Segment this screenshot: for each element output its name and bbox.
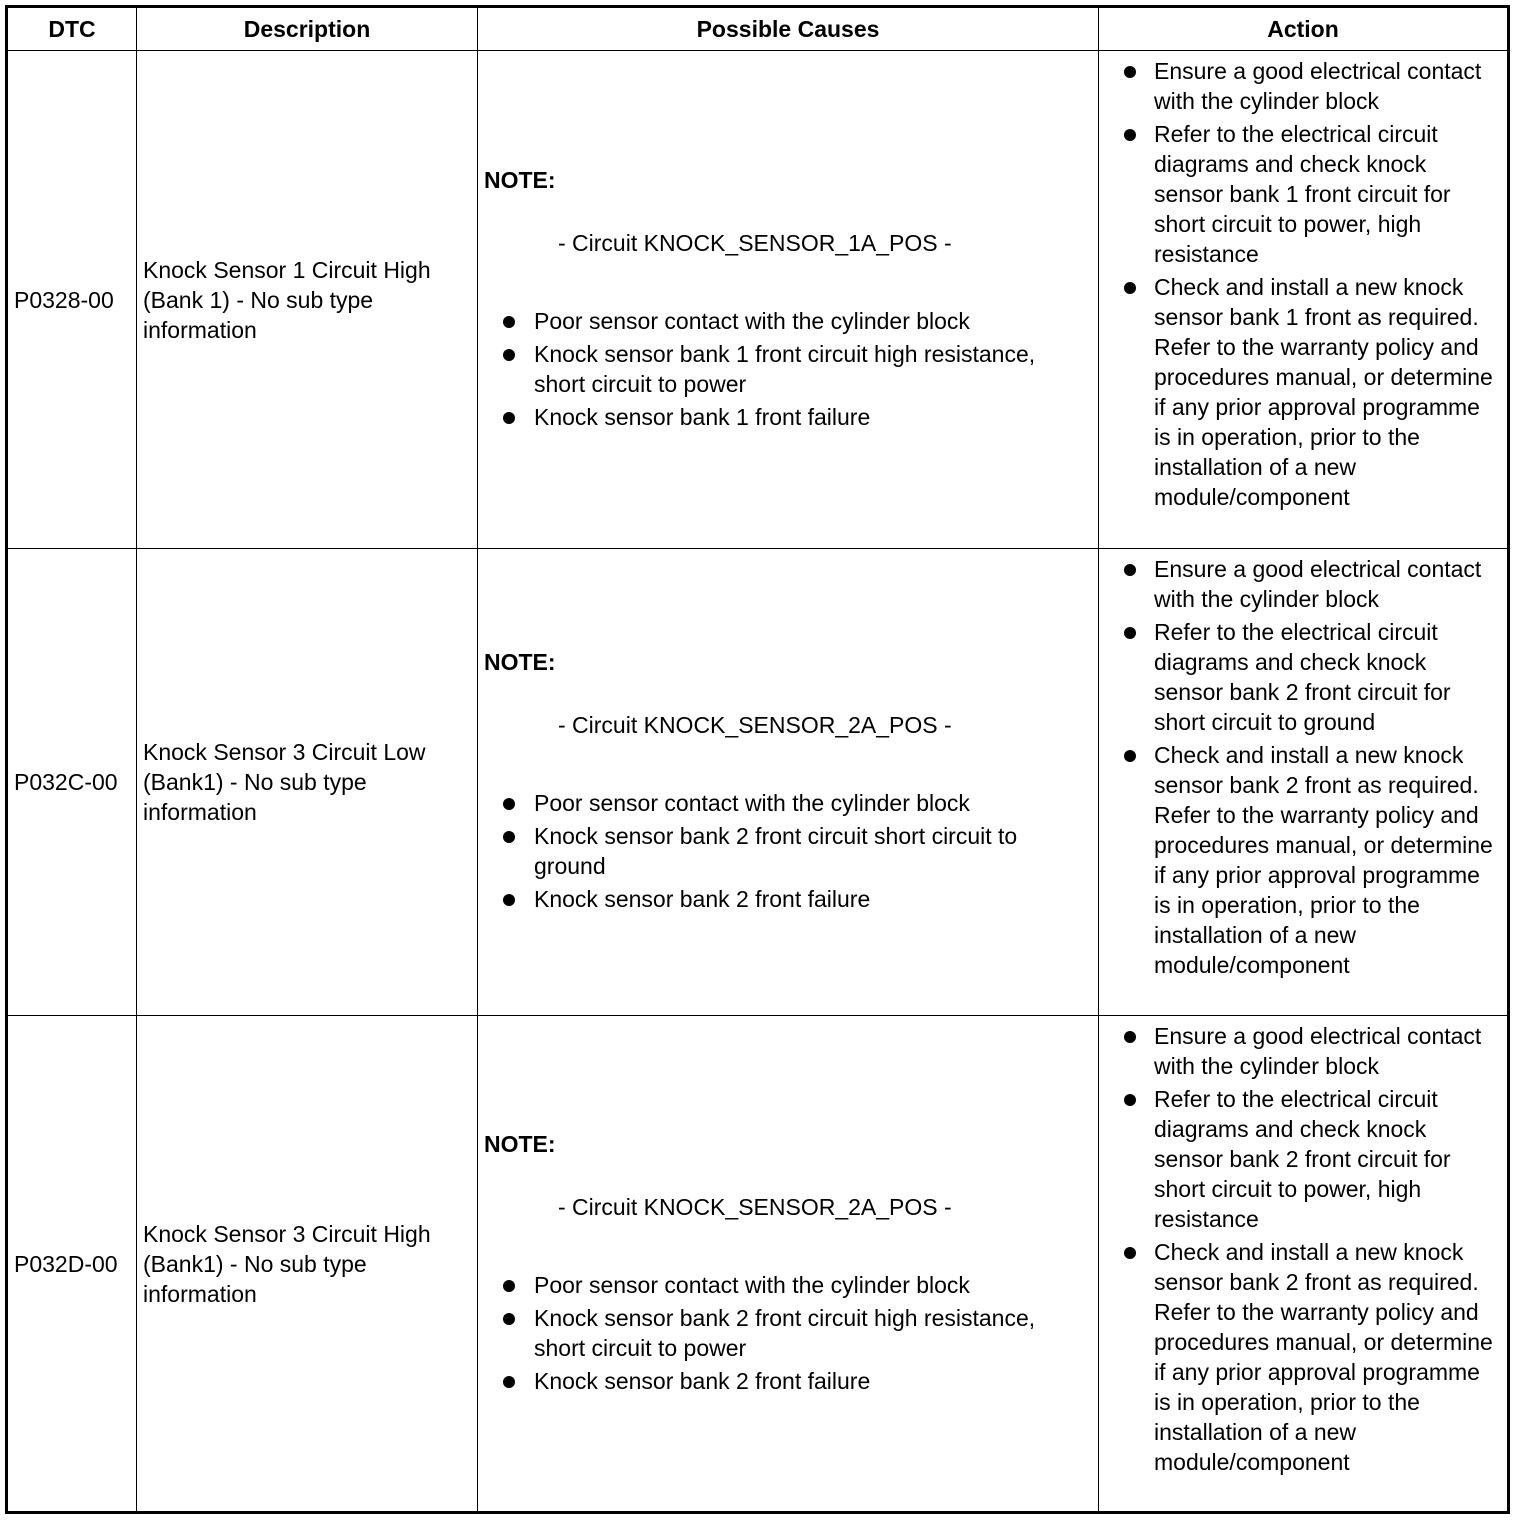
action-text: Check and install a new knock sensor bank 2 front as required. Refer to the warranty policy and procedures manual, or determine if any prior approval programme is in operation, prior to the installation of a new module/component (1154, 742, 1493, 978)
dtc-table (5, 5, 1510, 1514)
dtc-code: P0328-00 (7, 51, 137, 549)
list-item (1099, 272, 1501, 512)
bullet-icon (1124, 564, 1136, 576)
action-cell (1099, 51, 1509, 549)
circuit-name: - Circuit KNOCK_SENSOR_2A_POS - (558, 712, 952, 738)
action-text: Refer to the electrical circuit diagrams and check knock sensor bank 2 front circuit for short circuit to power, high resistance (1154, 1086, 1451, 1232)
table-row (7, 549, 1509, 1016)
cause-text: Poor sensor contact with the cylinder block (534, 307, 970, 334)
bullet-icon (1124, 627, 1136, 639)
list-item (484, 1366, 1088, 1396)
circuit-name: - Circuit KNOCK_SENSOR_2A_POS - (558, 1193, 952, 1220)
bullet-icon (503, 316, 515, 328)
header-possible-causes: Possible Causes (478, 7, 1099, 51)
cause-text: Knock sensor bank 1 front circuit high resistance, short circuit to power (534, 340, 1036, 397)
actions-list (1099, 56, 1501, 512)
action-text: Ensure a good electrical contact with the cylinder block (1154, 1023, 1482, 1079)
action-cell (1099, 1016, 1509, 1513)
cause-text: Knock sensor bank 2 front circuit high resistance, short circuit to power (534, 1304, 1036, 1361)
dtc-code: P032D-00 (7, 1016, 137, 1513)
header-dtc: DTC (7, 7, 137, 51)
bullet-icon (1124, 750, 1136, 762)
action-text: Check and install a new knock sensor bank 1 front as required. Refer to the warranty policy and procedures manual, or determine if any prior approval programme is in operation, prior to the installation of a new module/component (1154, 274, 1493, 510)
list-item (1099, 740, 1501, 980)
header-action: Action (1099, 7, 1509, 51)
cause-text: Knock sensor bank 1 front failure (534, 403, 871, 430)
list-item (1099, 1021, 1501, 1081)
list-item (1099, 119, 1501, 269)
header-row (7, 7, 1509, 51)
list-item (1099, 1084, 1501, 1234)
list-item (484, 1270, 1088, 1300)
list-item (1099, 1237, 1501, 1477)
circuit-name: - Circuit KNOCK_SENSOR_1A_POS - (558, 229, 952, 256)
list-item (484, 1303, 1088, 1363)
causes-list (484, 1270, 1088, 1396)
cause-text: Knock sensor bank 2 front circuit short circuit to ground (534, 823, 1018, 879)
possible-causes-cell (478, 51, 1099, 549)
list-item (484, 339, 1088, 399)
dtc-description: Knock Sensor 3 Circuit Low (Bank1) - No sub type information (137, 549, 478, 1016)
causes-list (484, 788, 1088, 914)
list-item (484, 402, 1088, 432)
note-label: NOTE: (484, 166, 556, 193)
action-cell (1099, 549, 1509, 1016)
bullet-icon (1124, 282, 1136, 294)
list-item (484, 306, 1088, 336)
list-item (1099, 617, 1501, 737)
actions-list (1099, 554, 1501, 980)
cause-text: Poor sensor contact with the cylinder block (534, 1271, 970, 1298)
table-row (7, 1016, 1509, 1513)
cause-text: Poor sensor contact with the cylinder block (534, 790, 970, 816)
bullet-icon (1124, 1247, 1136, 1259)
bullet-icon (503, 894, 515, 906)
bullet-icon (1124, 1094, 1136, 1106)
bullet-icon (503, 349, 515, 361)
table-row (7, 51, 1509, 549)
note-label: NOTE: (484, 1130, 556, 1157)
bullet-icon (1124, 66, 1136, 78)
cause-text: Knock sensor bank 2 front failure (534, 1367, 871, 1394)
list-item (1099, 554, 1501, 614)
action-text: Refer to the electrical circuit diagrams and check knock sensor bank 1 front circuit for short circuit to power, high resistance (1154, 121, 1451, 267)
bullet-icon (503, 831, 515, 843)
dtc-description: Knock Sensor 3 Circuit High (Bank1) - No sub type information (137, 1016, 478, 1513)
possible-causes-cell (478, 1016, 1099, 1513)
bullet-icon (503, 1313, 515, 1325)
list-item (484, 788, 1088, 818)
actions-list (1099, 1021, 1501, 1477)
dtc-description: Knock Sensor 1 Circuit High (Bank 1) - No sub type information (137, 51, 478, 549)
possible-causes-cell (478, 549, 1099, 1016)
dtc-code: P032C-00 (7, 549, 137, 1016)
bullet-icon (1124, 129, 1136, 141)
causes-list (484, 306, 1088, 432)
list-item (1099, 56, 1501, 116)
action-text: Check and install a new knock sensor bank 2 front as required. Refer to the warranty policy and procedures manual, or determine if any prior approval programme is in operation, prior to the installation of a new module/component (1154, 1239, 1493, 1475)
note-label: NOTE: (484, 649, 556, 675)
list-item (484, 821, 1088, 881)
bullet-icon (503, 798, 515, 810)
bullet-icon (503, 412, 515, 424)
cause-text: Knock sensor bank 2 front failure (534, 886, 871, 912)
bullet-icon (503, 1280, 515, 1292)
list-item (484, 884, 1088, 914)
header-description: Description (137, 7, 478, 51)
action-text: Refer to the electrical circuit diagrams and check knock sensor bank 2 front circuit for short circuit to ground (1154, 619, 1451, 735)
action-text: Ensure a good electrical contact with the cylinder block (1154, 556, 1482, 612)
bullet-icon (1124, 1031, 1136, 1043)
action-text: Ensure a good electrical contact with the cylinder block (1154, 58, 1482, 114)
bullet-icon (503, 1376, 515, 1388)
